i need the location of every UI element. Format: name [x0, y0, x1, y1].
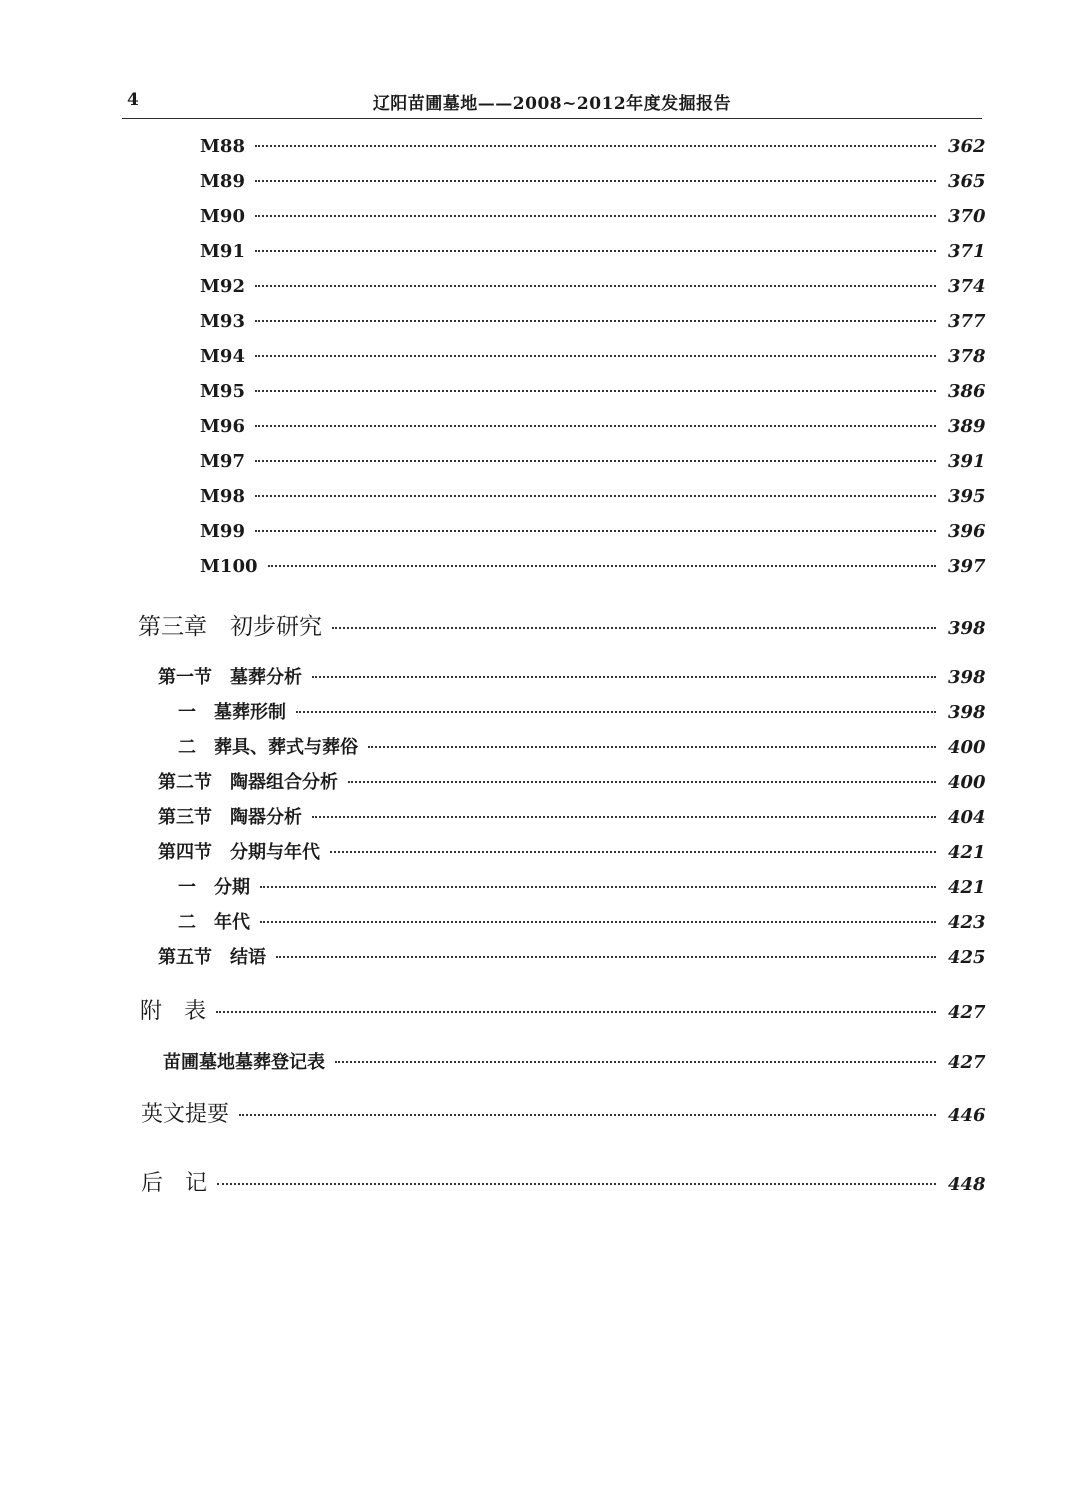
- toc-entry-m88[interactable]: [200, 136, 986, 157]
- toc-chapter-3[interactable]: [138, 608, 986, 641]
- toc-section-2[interactable]: [158, 768, 986, 794]
- dot-leader: [260, 886, 936, 888]
- dot-leader: [255, 285, 936, 287]
- toc-section-4[interactable]: [158, 838, 986, 864]
- toc-entry-page: 370: [948, 206, 986, 227]
- toc-entry-label: M89: [200, 171, 245, 192]
- toc-entry-label: 二 年代: [178, 912, 250, 933]
- dot-leader: [255, 180, 936, 182]
- toc-entry-m92[interactable]: [200, 276, 986, 297]
- toc-entry-m99[interactable]: [200, 521, 986, 542]
- toc-entry-page: 423: [948, 912, 986, 933]
- dot-leader: [260, 921, 936, 923]
- toc-appendix[interactable]: [140, 994, 986, 1025]
- toc-entry-label: 第三章 初步研究: [138, 614, 322, 640]
- toc-entry-m93[interactable]: [200, 311, 986, 332]
- toc-entry-label: 英文提要: [141, 1102, 230, 1127]
- toc-entry-page: 448: [948, 1174, 986, 1195]
- dot-leader: [255, 530, 936, 532]
- toc-entry-m100[interactable]: [200, 556, 986, 577]
- toc-entry-page: 398: [948, 618, 986, 639]
- toc-section-3[interactable]: [158, 803, 986, 829]
- toc-entry-label: M98: [200, 486, 245, 507]
- dot-leader: [276, 956, 936, 958]
- dot-leader: [255, 460, 936, 462]
- toc-section-1[interactable]: [158, 663, 986, 689]
- toc-entry-label: M95: [200, 381, 245, 402]
- toc-entry-label: M99: [200, 521, 245, 542]
- toc-entry-page: 398: [948, 667, 986, 688]
- toc-entry-label: 附 表: [140, 999, 207, 1024]
- toc-english-abstract[interactable]: [141, 1097, 986, 1128]
- toc-entry-page: 446: [948, 1105, 986, 1126]
- dot-leader: [255, 390, 936, 392]
- dot-leader: [255, 425, 936, 427]
- toc-entry-label: 第二节 陶器组合分析: [158, 772, 338, 793]
- dot-leader: [239, 1114, 936, 1116]
- dot-leader: [312, 816, 936, 818]
- toc-entry-page: 389: [948, 416, 986, 437]
- toc-entry-label: 第五节 结语: [158, 947, 266, 968]
- toc-appendix-table[interactable]: [163, 1048, 986, 1074]
- dot-leader: [255, 250, 936, 252]
- toc-entry-page: 421: [948, 842, 986, 863]
- dot-leader: [335, 1061, 936, 1063]
- dot-leader: [296, 711, 936, 713]
- toc-entry-label: 第四节 分期与年代: [158, 842, 320, 863]
- toc-entry-m89[interactable]: [200, 171, 986, 192]
- toc-postscript[interactable]: [141, 1166, 986, 1197]
- page-number: 4: [127, 90, 139, 110]
- toc-entry-page: 421: [948, 877, 986, 898]
- toc-entry-m91[interactable]: [200, 241, 986, 262]
- dot-leader: [255, 215, 936, 217]
- toc-entry-page: 371: [948, 241, 986, 262]
- toc-entry-label: 二 葬具、葬式与葬俗: [178, 737, 358, 758]
- toc-entry-label: M93: [200, 311, 245, 332]
- dot-leader: [217, 1183, 936, 1185]
- dot-leader: [255, 320, 936, 322]
- dot-leader: [330, 851, 936, 853]
- toc-entry-label: M90: [200, 206, 245, 227]
- toc-subsection-4-1[interactable]: [178, 873, 986, 899]
- toc-entry-page: 427: [948, 1052, 986, 1073]
- toc-subsection-4-2[interactable]: [178, 908, 986, 934]
- toc-entry-label: 一 分期: [178, 877, 250, 898]
- dot-leader: [255, 495, 936, 497]
- toc-entry-label: M96: [200, 416, 245, 437]
- toc-entry-label: M100: [200, 556, 258, 577]
- toc-entry-page: 365: [948, 171, 986, 192]
- dot-leader: [255, 355, 936, 357]
- toc-entry-page: 362: [948, 136, 986, 157]
- toc-entry-label: M97: [200, 451, 245, 472]
- toc-entry-page: 400: [948, 772, 986, 793]
- toc-entry-page: 398: [948, 702, 986, 723]
- dot-leader: [255, 145, 936, 147]
- toc-entry-label: M92: [200, 276, 245, 297]
- toc-entry-page: 396: [948, 521, 986, 542]
- toc-entry-m95[interactable]: [200, 381, 986, 402]
- toc-entry-label: 一 墓葬形制: [178, 702, 286, 723]
- dot-leader: [368, 746, 936, 748]
- toc-entry-page: 400: [948, 737, 986, 758]
- toc-entry-page: 374: [948, 276, 986, 297]
- toc-entry-m90[interactable]: [200, 206, 986, 227]
- toc-subsection-1-1[interactable]: [178, 698, 986, 724]
- toc-entry-label: M94: [200, 346, 245, 367]
- toc-entry-page: 386: [948, 381, 986, 402]
- toc-entry-page: 427: [948, 1002, 986, 1023]
- toc-subsection-1-2[interactable]: [178, 733, 986, 759]
- toc-entry-page: 404: [948, 807, 986, 828]
- toc-entry-m98[interactable]: [200, 486, 986, 507]
- toc-entry-page: 391: [948, 451, 986, 472]
- toc-entry-page: 377: [948, 311, 986, 332]
- dot-leader: [312, 676, 936, 678]
- running-title: 辽阳苗圃墓地——2008~2012年度发掘报告: [372, 94, 732, 114]
- toc-entry-label: 苗圃墓地墓葬登记表: [163, 1052, 325, 1073]
- toc-entry-m96[interactable]: [200, 416, 986, 437]
- toc-entry-label: 后 记: [141, 1171, 208, 1196]
- dot-leader: [332, 627, 936, 629]
- toc-entry-label: 第一节 墓葬分析: [158, 667, 302, 688]
- toc-entry-page: 425: [948, 947, 986, 968]
- dot-leader: [216, 1011, 936, 1013]
- dot-leader: [268, 565, 937, 567]
- toc-entry-m94[interactable]: [200, 346, 986, 367]
- toc-entry-label: M91: [200, 241, 245, 262]
- toc-entry-page: 397: [948, 556, 986, 577]
- toc-entry-page: 395: [948, 486, 986, 507]
- toc-entry-m97[interactable]: [200, 451, 986, 472]
- toc-entry-label: M88: [200, 136, 245, 157]
- toc-entry-page: 378: [948, 346, 986, 367]
- toc-entry-label: 第三节 陶器分析: [158, 807, 302, 828]
- toc-section-5[interactable]: [158, 943, 986, 969]
- dot-leader: [348, 781, 936, 783]
